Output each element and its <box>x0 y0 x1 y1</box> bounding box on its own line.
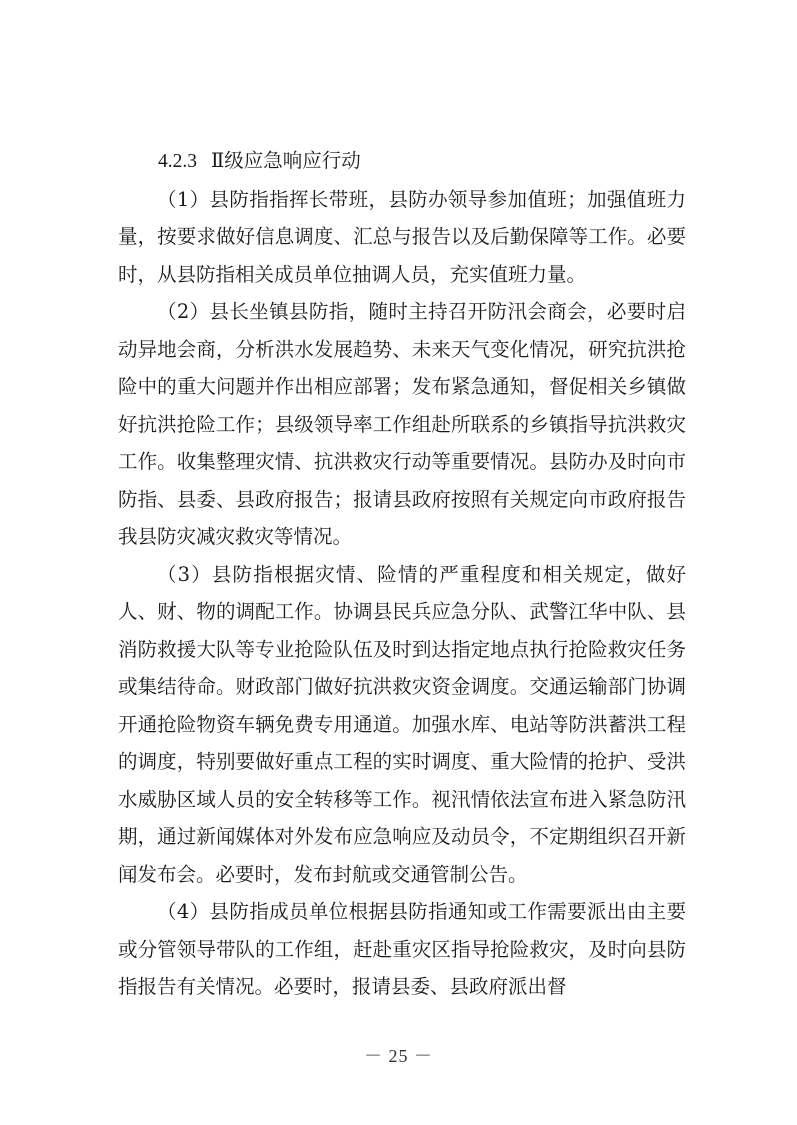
section-heading <box>118 142 686 181</box>
page-number: － 25 － <box>364 1046 433 1066</box>
section-number: 4.2.3 <box>158 151 197 172</box>
page-body <box>118 142 686 1006</box>
section-title: Ⅱ级应急响应行动 <box>211 149 361 172</box>
paragraph-3: （3）县防指根据灾情、险情的严重程度和相关规定，做好人、财、物的调配工作。协调县民兵应急分队、武警江华中队、县消防救援大队等专业抢险队伍及时到达指定地点执行抢险救灾任务或集结待命。财政部门做好抗洪救灾资金调度。交通运输部门协调开通抢险物资车辆免费专用通道。加强水库、电站等防洪蓄洪工程的调度，特别要做好重点工程的实时调度、重大险情的抢护、受洪水威胁区域人员的安全转移等工作。视汛情依法宣布进入紧急防汛期，通过新闻媒体对外发布应急响应及动员令，不定期组织召开新闻发布会。必要时，发布封航或交通管制公告。 <box>118 562 686 886</box>
paragraph-4: （4）县防指成员单位根据县防指通知或工作需要派出由主要或分管领导带队的工作组，赶赴重灾区指导抢险救灾，及时向县防指报告有关情况。必要时，报请县委、县政府派出督 <box>118 900 686 998</box>
paragraph-2: （2）县长坐镇县防指，随时主持召开防汛会商会，必要时启动异地会商，分析洪水发展趋势、未来天气变化情况，研究抗洪抢险中的重大问题并作出相应部署；发布紧急通知，督促相关乡镇做好抗洪抢险工作；县级领导率工作组赴所联系的乡镇指导抗洪救灾工作。收集整理灾情、抗洪救灾行动等重要情况。县防办及时向市防指、县委、县政府报告；报请县政府按照有关规定向市政府报告我县防灾减灾救灾等情况。 <box>118 300 686 548</box>
paragraph-1: （1）县防指指挥长带班，县防办领导参加值班；加强值班力量，按要求做好信息调度、汇总与报告以及后勤保障等工作。必要时，从县防指相关成员单位抽调人员，充实值班力量。 <box>118 187 686 286</box>
